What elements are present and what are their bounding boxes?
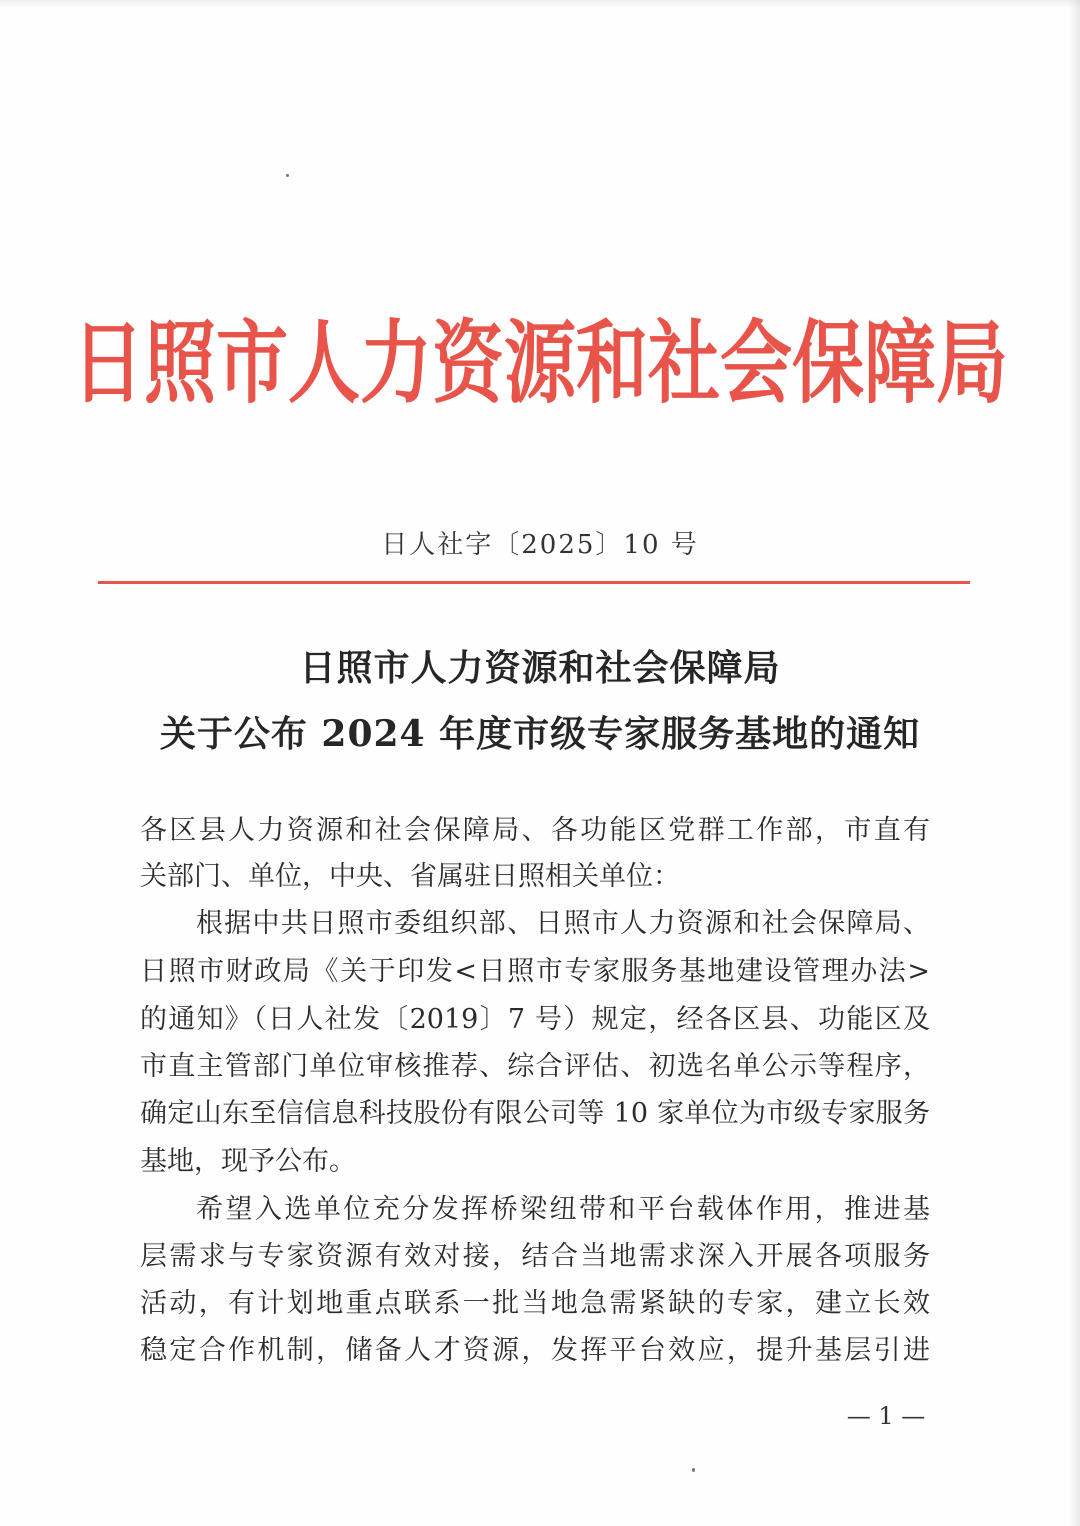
addressee-line: 各区县人力资源和社会保障局、各功能区党群工作部，市直有 [140, 815, 930, 846]
paragraph-2-line: 层需求与专家资源有效对接，结合当地需求深入开展各项服务 [140, 1241, 930, 1272]
paragraph-1-line: 日照市财政局《关于印发<日照市专家服务基地建设管理办法> [140, 956, 930, 987]
paragraph-2-line: 希望入选单位充分发挥桥梁纽带和平台载体作用，推进基 [196, 1194, 930, 1225]
paragraph-2-line: 活动，有计划地重点联系一批当地急需紧缺的专家，建立长效 [140, 1288, 930, 1319]
paragraph-1-line: 根据中共日照市委组织部、日照市人力资源和社会保障局、 [196, 908, 930, 939]
page-number: — 1 — [846, 1402, 926, 1430]
red-divider-line [98, 581, 970, 584]
red-masthead: 日照市人力资源和社会保障局 [71, 310, 1008, 415]
title-line-1: 日照市人力资源和社会保障局 [299, 647, 781, 689]
paragraph-1-line: 的通知》（日人社发〔2019〕7 号）规定，经各区县、功能区及 [140, 1004, 930, 1035]
title-line-2: 关于公布 2024 年度市级专家服务基地的通知 [159, 713, 921, 755]
paragraph-2-line: 稳定合作机制，储备人才资源，发挥平台效应，提升基层引进 [140, 1335, 930, 1366]
scan-edge-right [1068, 0, 1080, 1526]
scan-speck [692, 1468, 695, 1472]
paragraph-1-line: 基地，现予公布。 [140, 1146, 356, 1177]
addressee-line: 关部门、单位，中央、省属驻日照相关单位： [140, 861, 680, 892]
paragraph-1-line: 市直主管部门单位审核推荐、综合评估、初选名单公示等程序， [140, 1051, 930, 1082]
document-number: 日人社字〔2025〕10 号 [381, 530, 699, 560]
paragraph-1-line: 确定山东至信信息科技股份有限公司等 10 家单位为市级专家服务 [140, 1098, 930, 1129]
scan-edge-top [0, 0, 1080, 8]
scan-speck [286, 174, 289, 177]
